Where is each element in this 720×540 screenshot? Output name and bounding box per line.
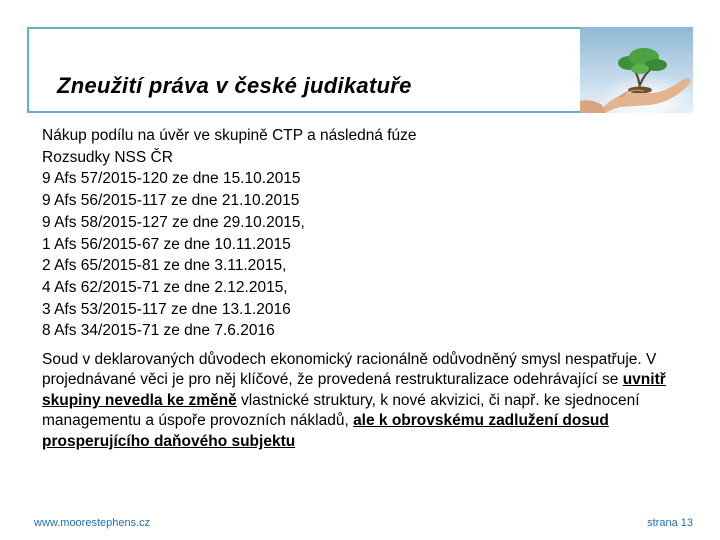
page-number: strana 13 [647,517,693,529]
case-reference: 2 Afs 65/2015-81 ze dne 3.11.2015, [42,257,287,275]
case-reference: 9 Afs 57/2015-120 ze dne 15.10.2015 [42,170,301,188]
summary-text: Soud v deklarovaných důvodech ekonomický racionálně odůvodněný smysl nespatřuje. V projednávané věci je pro něj klíčové, že provedená restrukturalizace odehrávající se [42,351,657,389]
case-reference: 9 Afs 58/2015-127 ze dne 29.10.2015, [42,213,305,231]
case-reference: 1 Afs 56/2015-67 ze dne 10.11.2015 [42,235,291,253]
case-reference: 3 Afs 53/2015-117 ze dne 13.1.2016 [42,300,291,318]
case-subheading: Rozsudky NSS ČR [42,148,173,166]
case-reference: 4 Afs 62/2015-71 ze dne 2.12.2015, [42,278,288,296]
case-heading: Nákup podílu na úvěr ve skupině CTP a následná fúze [42,127,417,144]
page-title: Zneužití práva v české judikatuře [57,73,412,98]
header-frame [27,27,580,113]
hands-holding-plant-icon [580,27,693,113]
summary-emphasis: uvnitř skupiny nevedla ke změně [42,371,666,409]
footer-website-link[interactable]: www.moorestephens.cz [34,517,151,529]
case-reference: 9 Afs 56/2015-117 ze dne 21.10.2015 [42,192,300,210]
case-list [42,125,602,342]
summary-emphasis: ale k obrovskému zadlužení dosud prosperujícího daňového subjektu [42,412,609,450]
summary-text: vlastnické struktury, k nové akvizici, či např. ke sjednocení managementu a úspoře provozních nákladů, [42,391,640,430]
case-reference: 8 Afs 34/2015-71 ze dne 7.6.2016 [42,322,275,340]
summary-paragraph [42,350,672,452]
